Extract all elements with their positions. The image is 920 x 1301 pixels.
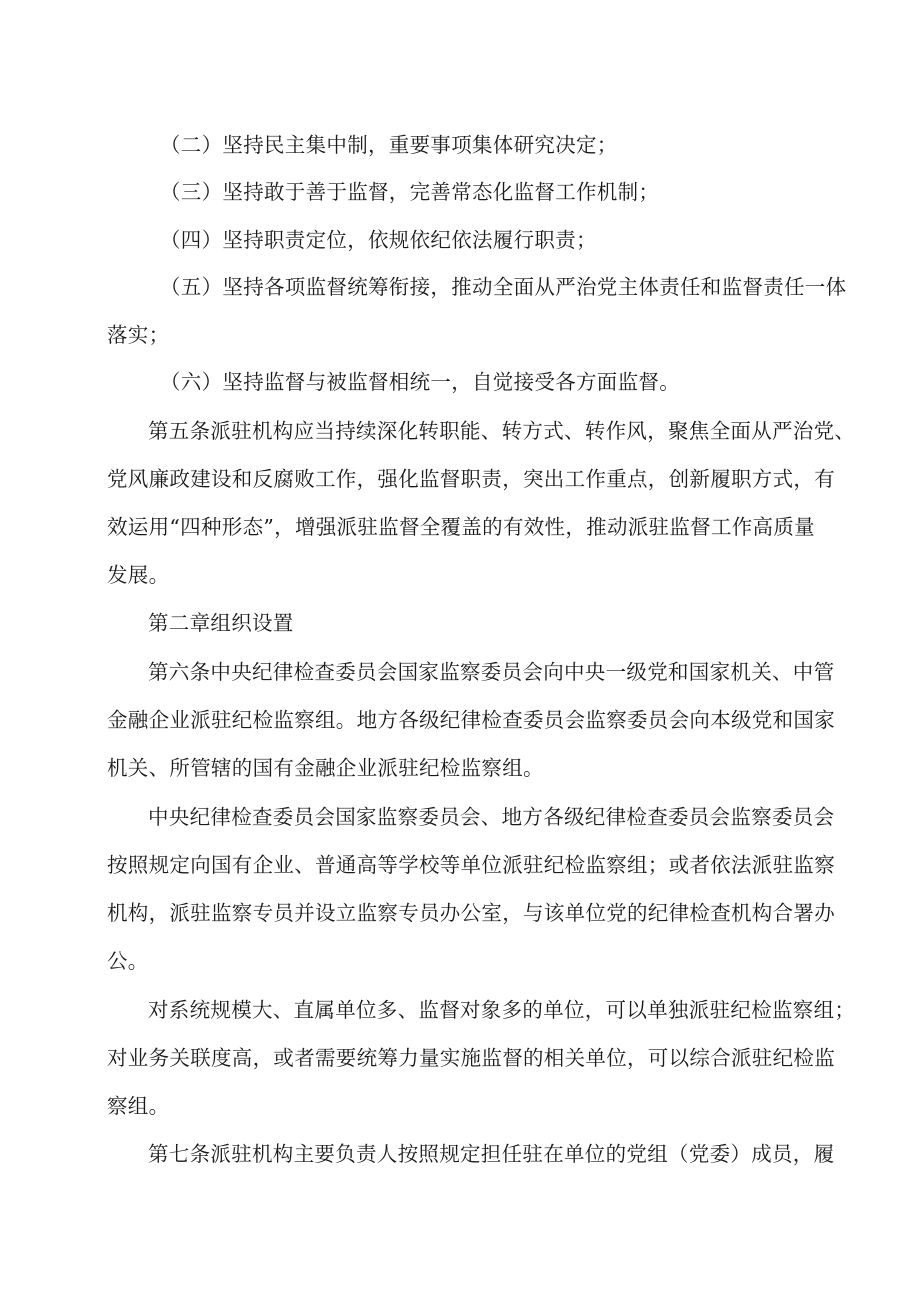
text-line: 对业务关联度高，或者需要统筹力量实施监督的相关单位，可以综合派驻纪检监 [107,1046,835,1070]
text-line: （四）坚持职责定位，依规依纪依法履行职责； [160,228,597,252]
text-line: （五）坚持各项监督统筹衔接，推动全面从严治党主体责任和监督责任一体 [160,275,847,299]
text-line: 公。 [107,949,149,973]
text-line: 效运用“四种形态”，增强派驻监督全覆盖的有效性，推动派驻监督工作高质量 [107,515,815,539]
text-line: 按照规定向国有企业、普通高等学校等单位派驻纪检监察组；或者依法派驻监察 [107,853,835,877]
text-line: 对系统规模大、直属单位多、监督对象多的单位，可以单独派驻纪检监察组； [148,998,856,1022]
text-line: （三）坚持敢于善于监督，完善常态化监督工作机制； [160,180,660,204]
section-heading: 第二章组织设置 [148,611,294,635]
text-line: 机构，派驻监察专员并设立监察专员办公室，与该单位党的纪律检查机构合署办 [107,901,835,925]
text-line: 落实； [107,323,170,347]
text-line: 金融企业派驻纪检监察组。地方各级纪律检查委员会监察委员会向本级党和国家 [107,708,835,732]
text-line: （二）坚持民主集中制，重要事项集体研究决定； [160,133,618,157]
text-line: 察组。 [107,1094,170,1118]
text-line: 机关、所管辖的国有金融企业派驻纪检监察组。 [107,756,544,780]
text-line: 中央纪律检查委员会国家监察委员会、地方各级纪律检查委员会监察委员会 [148,805,835,829]
text-line: 发展。 [107,563,170,587]
text-line: 第五条派驻机构应当持续深化转职能、转方式、转作风，聚焦全面从严治党、 [148,419,856,443]
text-line: （六）坚持监督与被监督相统一，自觉接受各方面监督。 [160,370,680,394]
text-line: 第六条中央纪律检查委员会国家监察委员会向中央一级党和国家机关、中管 [148,660,835,684]
text-line: 第七条派驻机构主要负责人按照规定担任驻在单位的党组（党委）成员，履 [148,1142,835,1166]
text-line: 党风廉政建设和反腐败工作，强化监督职责，突出工作重点，创新履职方式，有 [107,467,835,491]
